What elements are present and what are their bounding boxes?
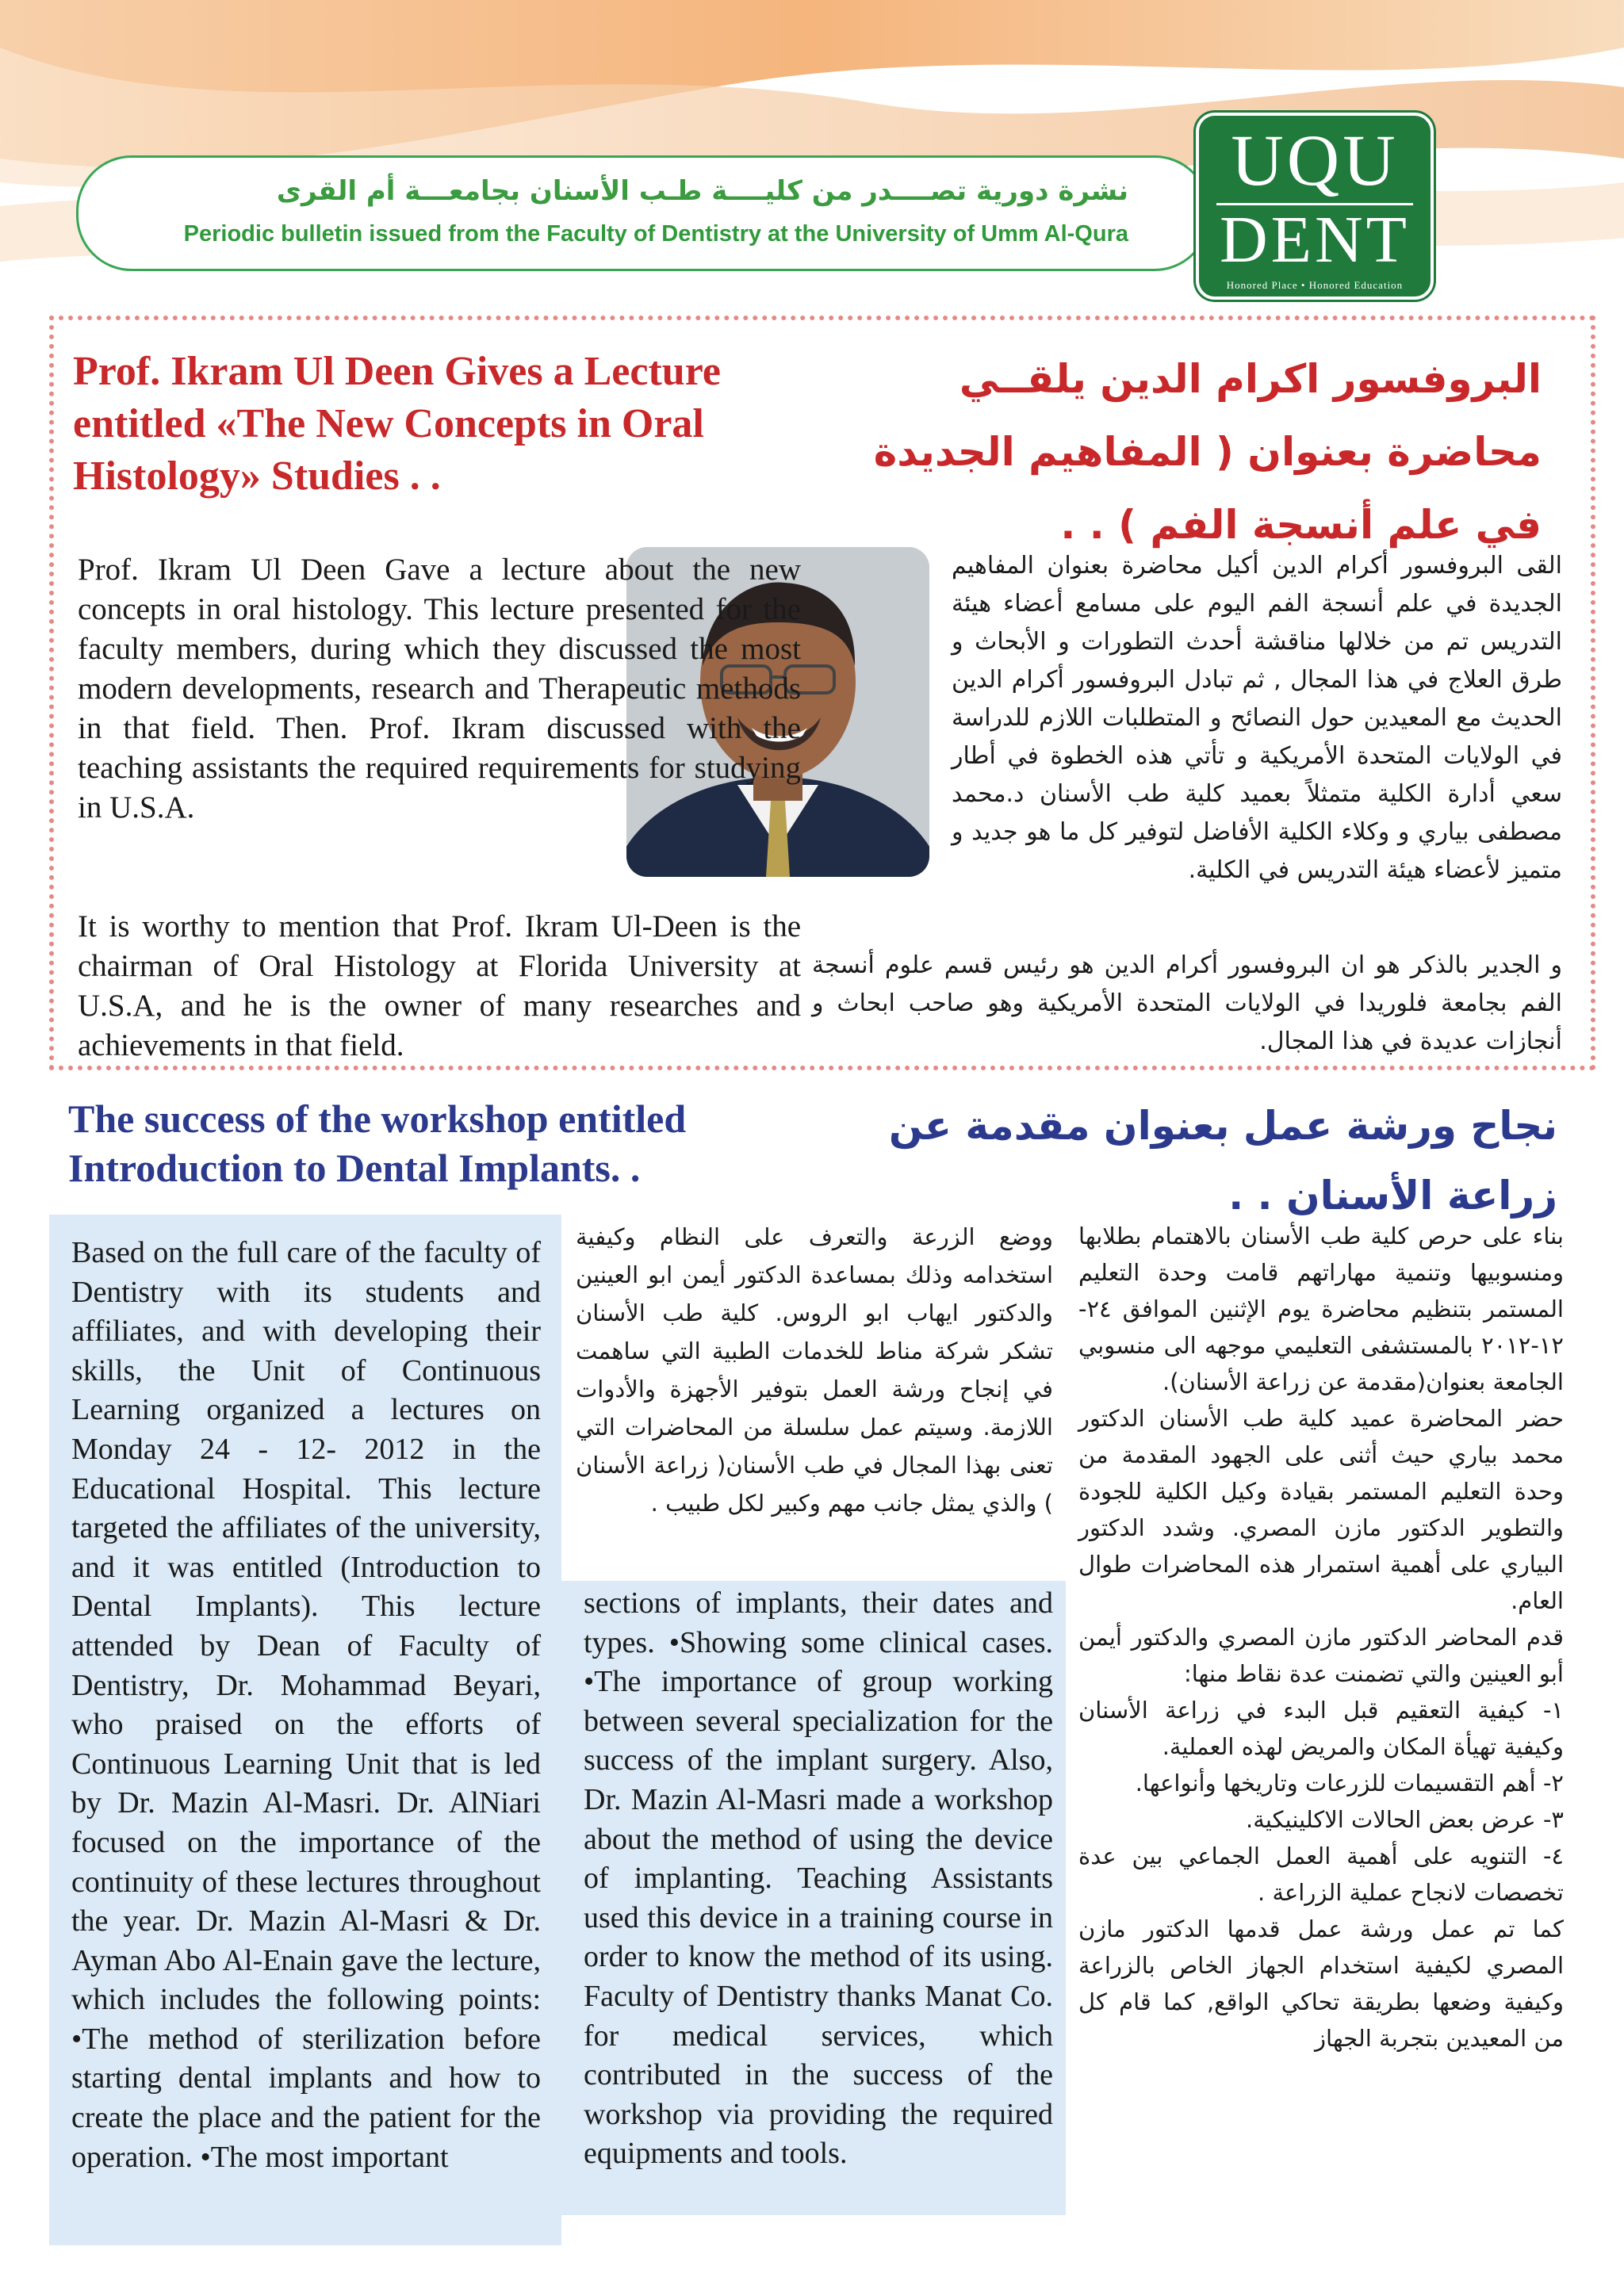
column3-paragraph4: كما تم عمل ورشة عمل قدمها الدكتور مازن المصري لكيفية استخدام الجهاز الخاص بالزراعة وكيفية وضعها بطريقة تحاكي الواقع, كما قام كل من المعيدين بتجربة الجهاز xyxy=(1078,1915,1564,2052)
article2-title-en: The success of the workshop entitled Introduction to Dental Implants. . xyxy=(68,1096,687,1190)
column3-point1: ١- كيفية التعقيم قبل البدء في زراعة الأسنان وكيفية تهيأة المكان والمريض لهذه العملية. xyxy=(1078,1697,1564,1760)
article1-title-en: Prof. Ikram Ul Deen Gives a Lecture entitled «The New Concepts in Oral Histology» Studies . . xyxy=(73,349,721,499)
column3-paragraph2: حضر المحاضرة عميد كلية طب الأسنان الدكتور محمد بياري حيث أثنى على الجهود المقدمة من وحدة التعليم المستمر بقيادة وكيل الكلية للجودة والتطوير الدكتور مازن المصري. وشدد الدكتور البياري على أهمية استمرار هذه المحاضرات طوال العام. xyxy=(1078,1405,1564,1614)
article1-body-en-paragraph1: Prof. Ikram Ul Deen Gave a lecture about the new concepts in oral histology. This lecture presented for the faculty members, during which they discussed the most modern developments, research and Therapeutic methods in that field. Then. Prof. Ikram discussed with the teaching assistants the required requirements for studying in U.S.A. xyxy=(78,553,801,825)
article2-column1-en: Based on the full care of the faculty of Dentistry with its students and affiliates, and with developing their skills, the Unit of Continuous Learning organized a lectures on Monday 24 - 12- 2012 in the Educational Hospital. This lecture targeted the affiliates of the university, and it was entitled (Introduction to Dental Implants). This lecture attended by Dean of Faculty of Dentistry, Dr. Mohammad Beyari, who praised on the efforts of Continuous Learning Unit that is led by Dr. Mazin Al-Masri. Dr. AlNiari focused on the importance of the continuity of these lectures throughout the year. Dr. Mazin Al-Masri & Dr. Ayman Abo Al-Enain gave the lecture, which includes the following points: •The method of sterilization before starting dental implants and how to create the place and the patient for the operation. •The most important xyxy=(71,1236,541,2174)
uqu-dent-logo xyxy=(1196,113,1434,300)
article1-body-ar-paragraph2: و الجدير بالذكر هو ان البروفسور أكرام الدين هو رئيس قسم علوم أنسجة الفم بجامعة فلوريدا في الولايات المتحدة الأمريكية وهو صاحب ابحاث و أنجازات عديدة في هذا المجال. xyxy=(812,951,1562,1055)
header-banner xyxy=(76,155,1210,271)
column3-point4: ٤- التنويه على أهمية العمل الجماعي بين عدة تخصصات لانجاح عملية الزراعة . xyxy=(1078,1843,1564,1906)
article1-body-ar-paragraph1: القى البروفسور أكرام الدين أكيل محاضرة بعنوان المفاهيم الجديدة في علم أنسجة الفم اليوم على مسامع أعضاء هيئة التدريس تم من خلالها مناقشة أحدث التطورات و الأبحاث و طرق العلاج في هذا المجال , ثم تبادل البروفسور أكرام الدين الحديث مع المعيدين حول النصائح و المتطلبات اللازم للدراسة في الولايات المتحدة الأمريكية و تأتي هذه الخطوة في أطار سعي أدارة الكلية متمثلاً بعميد كلية طب الأسنان د.محمد مصطفى بياري و وكلاء الكلية الأفاضل لتوفير كل ما هو جديد و متميز لأعضاء هيئة التدريس في الكلية. xyxy=(952,552,1562,884)
banner-arabic-text: نشرة دورية تصــــدر من كليــــة طـب الأسنان بجامعـــة أم القرى xyxy=(276,175,1128,207)
logo-line-dent: DENT xyxy=(1220,203,1410,277)
column3-point2: ٢- أهم التقسيمات للزرعات وتاريخها وأنواعها. xyxy=(1135,1770,1564,1797)
article2-column2-ar: ووضع الزرعة والتعرف على النظام وكيفية استخدامه وذلك بمساعدة الدكتور أيمن ابو العينين والدكتور ايهاب ابو الروس. كلية طب الأسنان تشكر شركة مناط للخدمات الطبية التي ساهمت في إنجاح ورشة العمل بتوفير الأجهزة والأدوات اللازمة. وسيتم عمل سلسلة من المحاضرات التي تعنى بهذا المجال في طب الأسنان( زراعة الأسنان ) والذي يمثل جانب مهم وكبير لكل طبيب . xyxy=(576,1223,1053,1517)
banner-english-text: Periodic bulletin issued from the Faculty of Dentistry at the University of Umm Al-Qura xyxy=(183,221,1128,247)
column3-paragraph1: بناء على حرص كلية طب الأسنان بالاهتمام بطلابها ومنسوبيها وتنمية مهاراتهم قامت وحدة التعليم المستمر بتنظيم محاضرة يوم الإثنين الموافق ٢٤- ١٢-٢٠١٢ بالمستشفى التعليمي موجهه الى منسوبي الجامعة بعنوان(مقدمة عن زراعة الأسنان). xyxy=(1078,1223,1564,1395)
logo-line-uqu: UQU xyxy=(1231,120,1399,201)
column3-paragraph3: قدم المحاضر الدكتور مازن المصري والدكتور أيمن أبو العينين والتي تضمنت عدة نقاط منها: xyxy=(1078,1624,1564,1687)
logo-tagline: Honored Place • Honored Education xyxy=(1226,279,1404,291)
column3-point3: ٣- عرض بعض الحالات الاكلينيكية. xyxy=(1246,1806,1564,1833)
article2-column3-ar xyxy=(1078,1218,1564,2057)
article1-body-en-paragraph2: It is worthy to mention that Prof. Ikram Ul-Deen is the chairman of Oral Histology at Florida University at U.S.A, and he is the owner of many researches and achievements in that field. xyxy=(78,909,801,1062)
article2-title-ar: نجاح ورشة عمل بعنوان مقدمة عن زراعة الأسنان . . xyxy=(888,1103,1557,1219)
article2-column2-en: sections of implants, their dates and types. •Showing some clinical cases. •The importance of group working between several specialization for the success of the implant surgery. Also, Dr. Mazin Al-Masri made a workshop about the method of using the device of implanting. Teaching Assistants used this device in a training course in order to know the method of its using. Faculty of Dentistry thanks Manat Co. for medical services, which contributed in the success of the workshop via providing the required equipments and tools. xyxy=(584,1586,1053,2171)
article1-title-ar: البروفسور اكرام الدين يلقــي محاضرة بعنوان ( المفاهيم الجديدة في علم أنسجة الفم ) . . xyxy=(873,356,1542,548)
